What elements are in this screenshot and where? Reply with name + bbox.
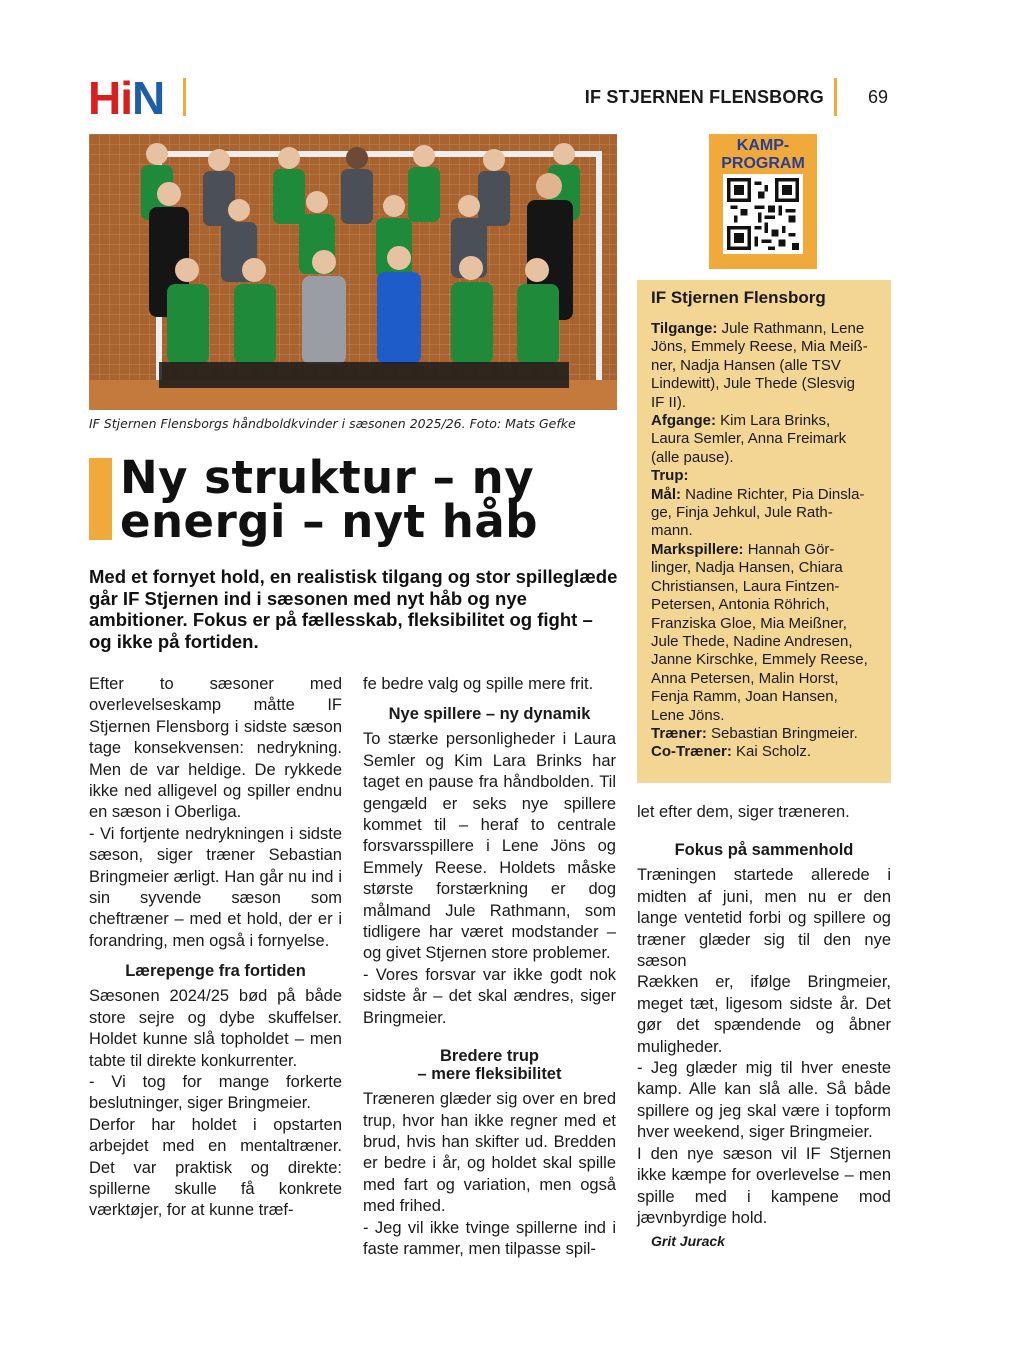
- info-box-line: [651, 412, 878, 430]
- info-box-line: [651, 467, 878, 485]
- paragraph: Efter to sæsoner med overlevelseskamp måtte IF Stjernen Flensborg i sidste sæson tage konsekvensen: nedrykning. Men de var heldige. De rykkede ikke ned alligevel og spiller endnu en sæson i Oberliga.: [89, 675, 342, 822]
- info-box-line: [651, 670, 878, 688]
- header-divider: [834, 78, 837, 116]
- info-box-line: [651, 633, 878, 651]
- kampprogram-line2: PROGRAM: [721, 155, 805, 172]
- qr-code-icon[interactable]: [723, 174, 803, 254]
- info-box-label: Afgange:: [651, 412, 716, 430]
- paragraph: - Vores forsvar var ikke godt nok sidste år – det skal ændres, siger Bringmeier.: [363, 965, 616, 1027]
- logo-part-hi: Hi: [88, 72, 132, 124]
- paragraph: - Jeg glæder mig til hver eneste kamp. Alle kan slå alle. Så både spillere og jeg skal være i topform hver weekend, siger Bringmeier.: [637, 1059, 891, 1142]
- info-box-text: Christiansen, Laura Fintzen-: [651, 577, 840, 595]
- headline-line1: Ny struktur – ny: [120, 451, 535, 504]
- info-box-lines: [651, 320, 878, 762]
- info-box-line: [651, 707, 878, 725]
- info-box-line: [651, 486, 878, 504]
- paragraph: Sæsonen 2024/25 bød på både store sejre og dybe skuffelser. Holdet kunne slå topholdet – men tabte til direkte konkurrenter.: [89, 987, 342, 1070]
- info-box-text: Anna Petersen, Malin Horst,: [651, 669, 839, 687]
- info-box-text: Lindewitt), Jule Thede (Slesvig: [651, 375, 855, 393]
- info-box-line: [651, 375, 878, 393]
- article-column-2: [363, 674, 616, 1260]
- paragraph: Rækken er, ifølge Bringmeier, meget tæt, ligesom sidste år. Det gør det spændende og åbner muligheder.: [637, 973, 891, 1056]
- info-box-text: ner, Nadja Hansen (alle TSV: [651, 356, 841, 374]
- info-box-text: Petersen, Antonia Röhrich,: [651, 596, 830, 614]
- info-box-label: Trup:: [651, 467, 689, 485]
- paragraph: let efter dem, siger træneren.: [637, 803, 850, 821]
- info-box-line: [651, 743, 878, 761]
- info-box-label: Træner:: [651, 724, 707, 742]
- paragraph: - Vi tog for mange forkerte beslutninger, siger Bringmeier.: [89, 1072, 342, 1113]
- info-box-text: Hannah Gör-: [743, 540, 835, 558]
- info-box-line: [651, 522, 878, 540]
- info-box-text: Jule Rathmann, Lene: [717, 320, 865, 337]
- paragraph: Derfor har holdet i opstarten arbejdet med en mentaltræner. Det var praktisk og direkte: spillerne skulle få konkrete værktøjer, for at kunne træf-: [89, 1115, 342, 1220]
- paragraph: Træneren glæder sig over en bred trup, hvor han ikke regner med et brud, hvis han skifter ud. Bredden er bedre i år, og holdet skal spille med fart og variation, men også med frihed.: [363, 1090, 616, 1216]
- info-box-text: (alle pause).: [651, 448, 734, 466]
- article-headline: [120, 451, 620, 548]
- subheading: Lærepenge fra fortiden: [125, 962, 306, 981]
- info-box-line: [651, 338, 878, 356]
- info-box-text: Jöns, Emmely Reese, Mia Meiß-: [651, 338, 868, 356]
- info-box-label: Tilgange:: [651, 320, 718, 337]
- paragraph: To stærke personligheder i Laura Semler og Kim Lara Brinks har taget en pause fra håndbolden. Til gengæld er seks nye spillere kommet til – heraf to centrale forsvarsspillere i Lene Jöns og Emmely Reese. Holdets måske største forstærkning er dog målmand Jule Rathmann, som tidligere har været modstander – og givet Stjernen store problemer.: [363, 730, 616, 963]
- headline-accent-bar: [89, 458, 112, 540]
- article-lead: Med et fornyet hold, en realistisk tilgang og stor spilleglæde går IF Stjernen ind i sæsonen med nyt håb og nye ambitioner. Fokus er på fællesskab, fleksibilitet og fight – og ikke på fortiden.: [89, 566, 618, 652]
- info-box-text: Janne Kirschke, Emmely Reese,: [651, 651, 868, 669]
- info-box-text: Laura Semler, Anna Freimark: [651, 430, 847, 448]
- info-box-line: [651, 688, 878, 706]
- paragraph: Træningen startede allerede i midten af juni, men nu er den lange ventetid forbi og spillere og træner glæder sig til den nye sæson: [637, 866, 891, 971]
- paragraph: fe bedre valg og spille mere frit.: [363, 675, 594, 693]
- info-box-line: [651, 651, 878, 669]
- section-title: IF STJERNEN FLENSBORG: [584, 87, 824, 107]
- info-box-text: Kim Lara Brinks,: [716, 412, 831, 430]
- info-box-text: mann.: [651, 522, 693, 540]
- info-box-label: Co-Træner:: [651, 743, 732, 761]
- info-box-text: Sebastian Bringmeier.: [706, 724, 858, 742]
- subheading-line1: Bredere trup: [439, 1047, 540, 1066]
- info-box-line: [651, 320, 878, 338]
- info-box-line: [651, 615, 878, 633]
- paragraph: - Vi fortjente nedrykningen i sidste sæson, siger træner Sebastian Bringmeier ærligt. Han går nu ind i sin syvende sæson som cheftræner – med et hold, der er i forandring, men også i fornyelse.: [89, 824, 342, 950]
- team-photo: [89, 134, 617, 410]
- info-box-text: ge, Finja Jehkul, Jule Rath-: [651, 504, 833, 522]
- hin-logo: [88, 72, 165, 124]
- kampprogram-line1: KAMP-: [736, 137, 790, 154]
- info-box-line: [651, 504, 878, 522]
- team-photo-illustration: [89, 134, 617, 410]
- paragraph: - Jeg vil ikke tvinge spillerne ind i faste rammer, men tilpasse spil-: [363, 1218, 616, 1258]
- author-signature: Grit Jurack: [651, 1233, 725, 1250]
- info-box-text: IF II).: [651, 393, 686, 411]
- info-box-text: Franziska Gloe, Mia Meißner,: [651, 614, 847, 632]
- info-box-label: Markspillere:: [651, 540, 744, 558]
- info-box-label: Mål:: [651, 485, 681, 503]
- info-box-text: linger, Nadja Hansen, Chiara: [651, 559, 843, 577]
- logo-part-n: N: [132, 72, 165, 124]
- paragraph: I den nye sæson vil IF Stjernen ikke kæmpe for overlevelse – men spille med i kampene mod jævnbyrdige hold.: [637, 1144, 891, 1227]
- info-box-line: [651, 357, 878, 375]
- headline-line2: energi – nyt håb: [120, 495, 538, 548]
- info-box-text: Nadine Richter, Pia Dinsla-: [681, 485, 865, 503]
- photo-caption: IF Stjernen Flensborgs håndboldkvinder i sæsonen 2025/26. Foto: Mats Gefke: [89, 416, 576, 431]
- info-box-text: Fenja Ramm, Joan Hansen,: [651, 688, 838, 706]
- subheading: Fokus på sammenhold: [674, 841, 854, 860]
- subheading: [363, 1047, 616, 1083]
- info-box-line: [651, 596, 878, 614]
- info-box-line: [651, 449, 878, 467]
- article-column-1: [89, 674, 342, 1222]
- info-box-line: [651, 541, 878, 559]
- info-box-line: [651, 559, 878, 577]
- page-number: 69: [868, 87, 889, 107]
- info-box-line: [651, 430, 878, 448]
- info-box-line: [651, 394, 878, 412]
- kampprogram-title: [709, 137, 817, 173]
- logo-divider: [183, 78, 186, 116]
- subheading: Nye spillere – ny dynamik: [388, 705, 591, 724]
- team-info-box: [637, 280, 891, 783]
- info-box-line: [651, 725, 878, 743]
- info-box-text: Kai Scholz.: [731, 743, 812, 761]
- subheading-line2: – mere fleksibilitet: [417, 1065, 562, 1084]
- kampprogram-qr-box[interactable]: [709, 134, 817, 269]
- info-box-text: Jule Thede, Nadine Andresen,: [651, 632, 853, 650]
- article-column-3: [637, 802, 891, 1253]
- info-box-line: [651, 578, 878, 596]
- info-box-text: Lene Jöns.: [651, 706, 725, 724]
- info-box-title: IF Stjernen Flensborg: [651, 288, 826, 307]
